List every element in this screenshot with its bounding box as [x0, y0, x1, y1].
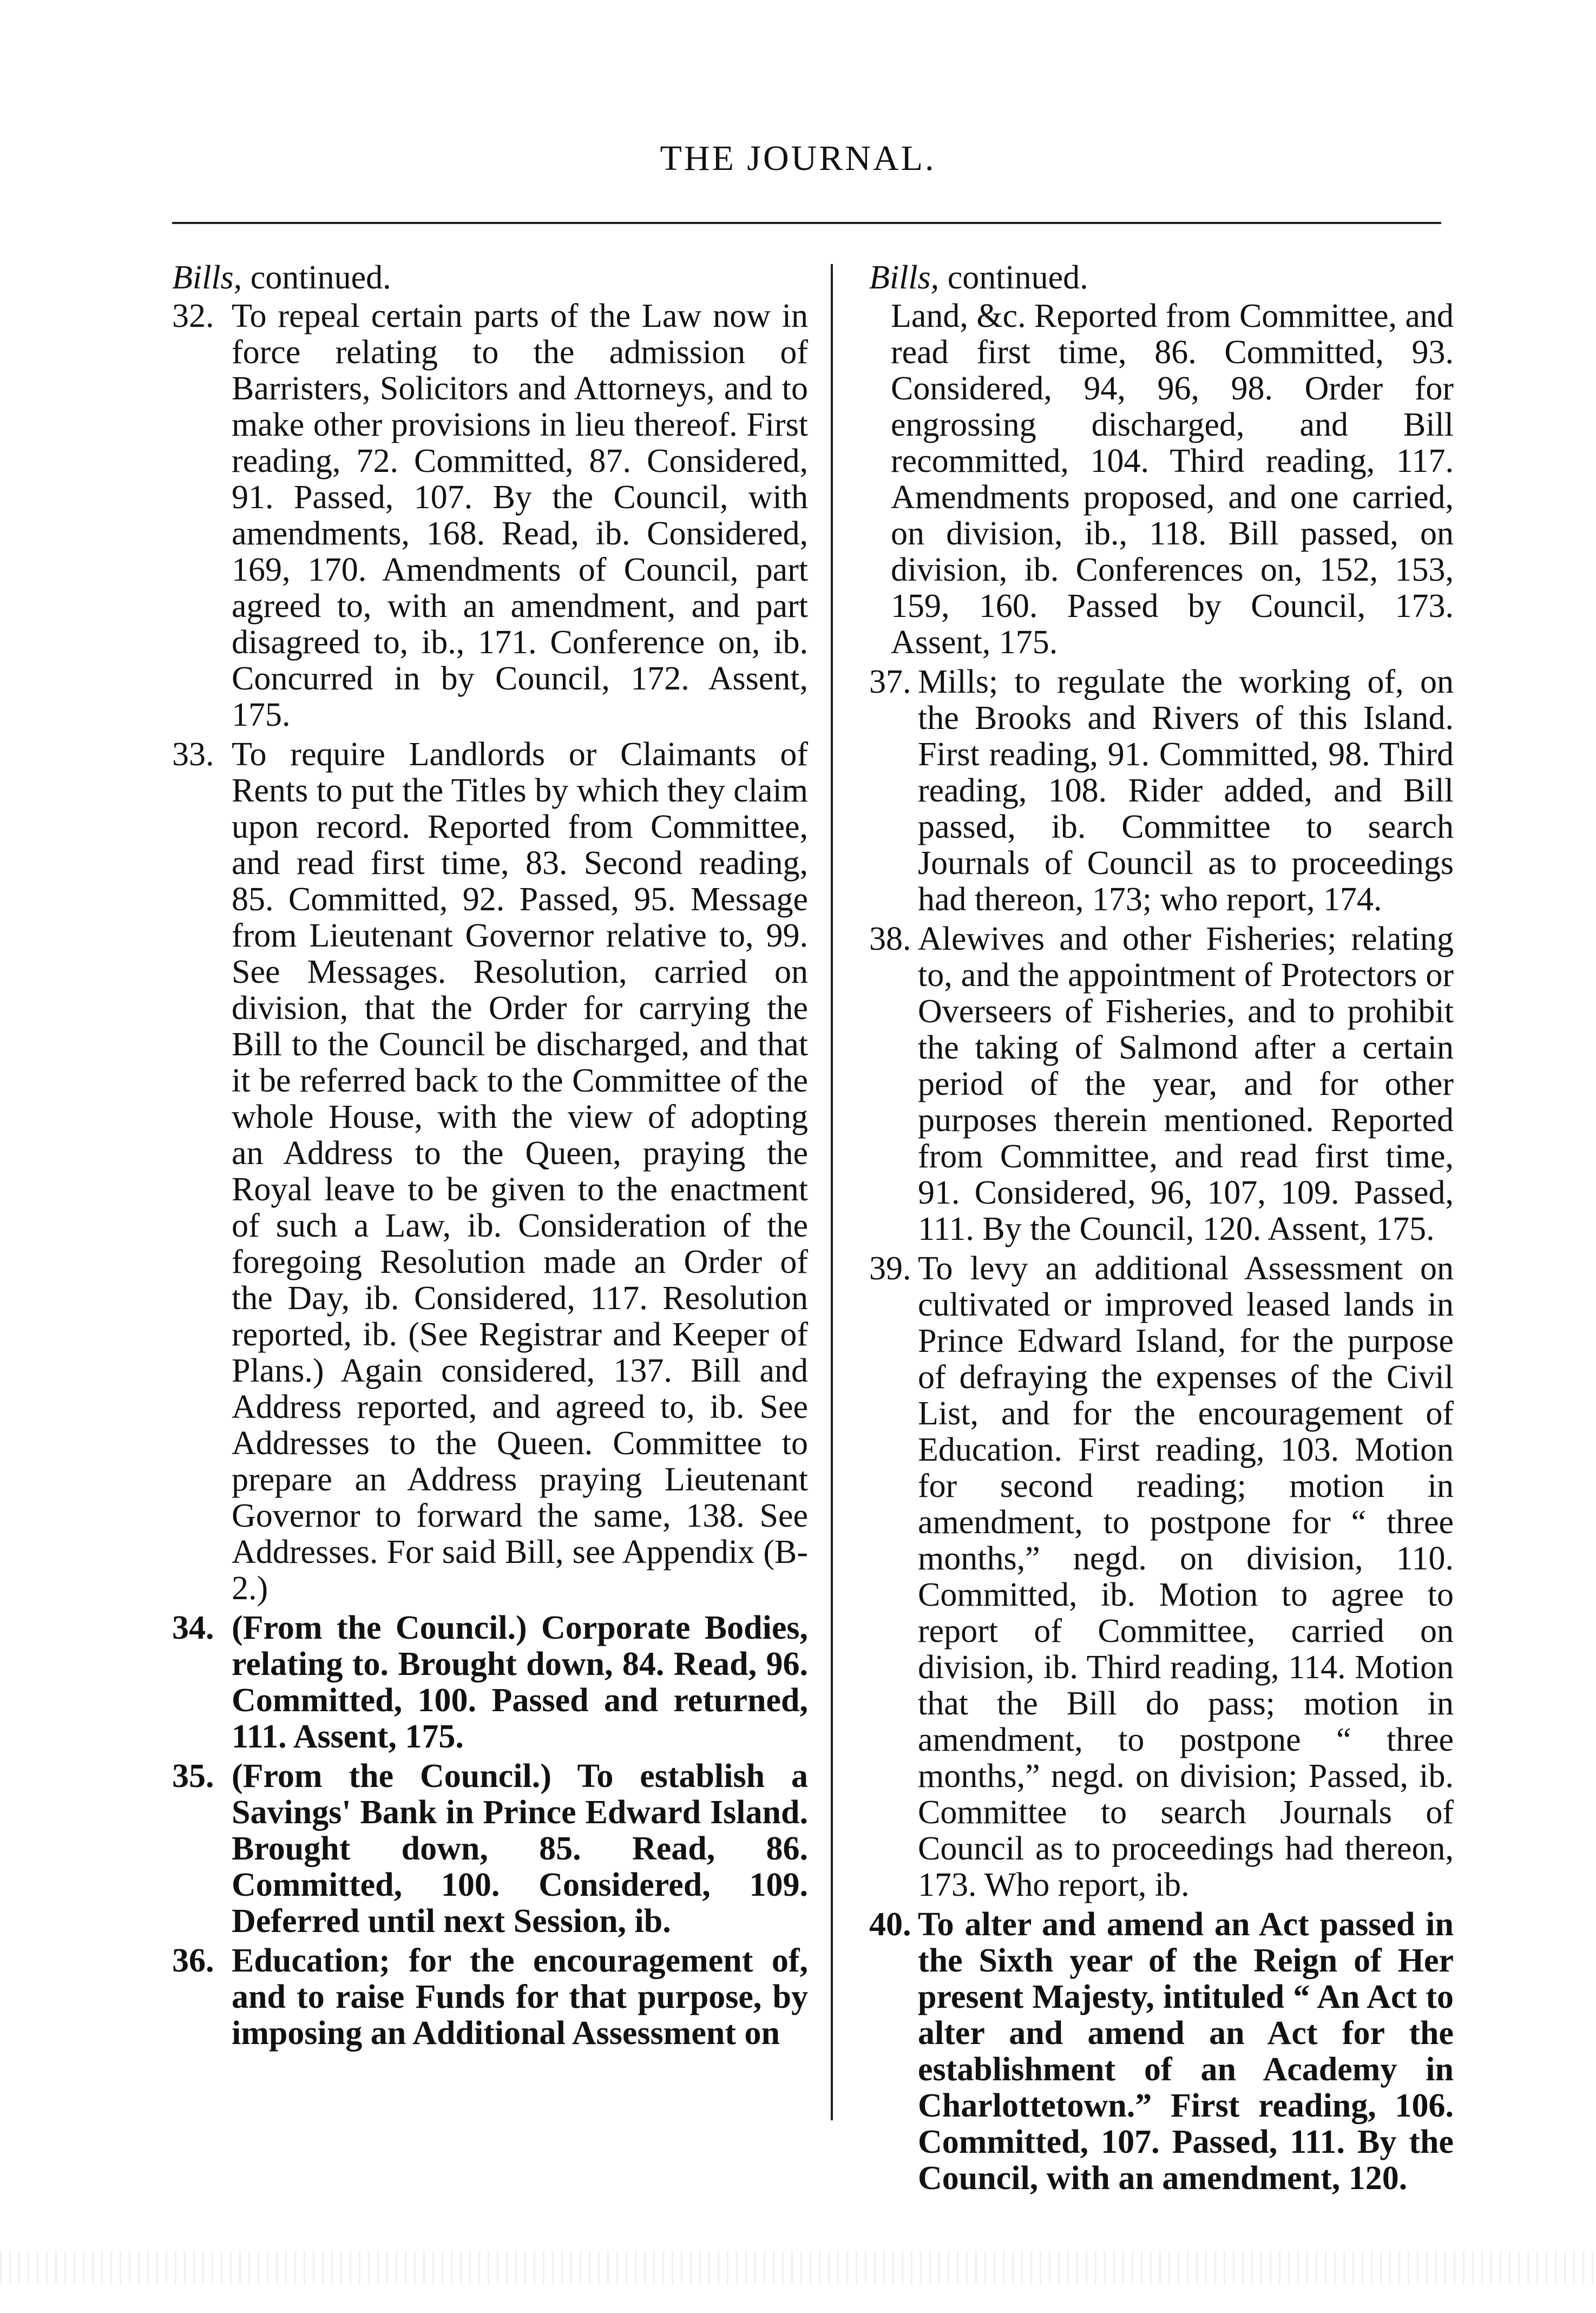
bill-entry-34 — [172, 1610, 808, 1755]
bill-entry-39 — [869, 1251, 1454, 1903]
entry-text: To require Landlords or Claimants of Rents to put the Titles by which they claim upon record. Reported from Committee, and read first time, 83. Second reading, 85. Committed, 92. Passed, 95. Message from Lieutenant Governor relative to, 99. See Messages. Resolution, carried on division, that the Order for carrying the Bill to the Council be discharged, and that it be referred back to the Committee of the whole House, with the view of adopting an Address to the Queen, praying the Royal leave to be given to the enactment of such a Law, ib. Consideration of the foregoing Resolution made an Order of the Day, ib. Considered, 117. Resolution reported, ib. (See Registrar and Keeper of Plans.) Again considered, 137. Bill and Address reported, and agreed to, ib. See Addresses to the Queen. Committee to prepare an Address praying Lieutenant Governor to forward the same, 138. See Addresses. For said Bill, see Appendix (B-2.) — [232, 736, 808, 1607]
entry-number: 37. — [869, 663, 911, 700]
bill-entry-33 — [172, 737, 808, 1607]
entry-text: To alter and amend an Act passed in the Sixth year of the Reign of Her present Majesty, intituled “ An Act to alter and amend an Act for the establishment of an Academy in Charlottetown.” First reading, 106. Committed, 107. Passed, 111. By the Council, with an amendment, 120. — [918, 1906, 1454, 2197]
entry-number: 36. — [172, 1942, 214, 1979]
left-column — [172, 260, 808, 2055]
entry-text: Education; for the encouragement of, and to raise Funds for that purpose, by imposing an Additional Assessment on — [232, 1942, 808, 2052]
entry-number: 40. — [869, 1906, 911, 1943]
entry-number: 35. — [172, 1758, 214, 1795]
entry-text: (From the Council.) Corporate Bodies, relating to. Brought down, 84. Read, 96. Committed, 100. Passed and returned, 111. Assent, 175. — [232, 1609, 808, 1755]
bill-entry-36-continued: Land, &c. Reported from Committee, and read first time, 86. Committed, 93. Considered, 94, 96, 98. Order for engrossing discharged, and Bill recommitted, 104. Third reading, 117. Amendments proposed, and one carried, on division, ib., 118. Bill passed, on division, ib. Conferences on, 152, 153, 159, 160. Passed by Council, 173. Assent, 175. — [891, 298, 1454, 661]
entry-text: Alewives and other Fisheries; relating to, and the appointment of Protectors or Overseers of Fisheries, and to prohibit the taking of Salmond after a certain period of the year, and for other purposes therein mentioned. Reported from Committee, and read first time, 91. Considered, 96, 107, 109. Passed, 111. By the Council, 120. Assent, 175. — [918, 921, 1454, 1247]
continued-heading: Bills, continued. — [869, 259, 1088, 296]
bill-entry-38 — [869, 921, 1454, 1247]
entry-text: To levy an additional Assessment on cultivated or improved leased lands in Prince Edward Island, for the purpose of defraying the expenses of the Civil List, and for the encouragement of Education. First reading, 103. Motion for second reading; motion in amendment, to postpone for “ three months,” negd. on division, 110. Committed, ib. Motion to agree to report of Committee, carried on division, ib. Third reading, 114. Motion that the Bill do pass; motion in amendment, to postpone “ three months,” negd. on division; Passed, ib. Committee to search Journals of Council as to proceedings had thereon, 173. Who report, ib. — [918, 1250, 1454, 1903]
entry-text: Mills; to regulate the working of, on the Brooks and Rivers of this Island. First reading, 91. Committed, 98. Third reading, 108. Rider added, and Bill passed, ib. Committee to search Journals of Council as to proceedings had thereon, 173; who report, 174. — [918, 663, 1454, 918]
entry-number: 39. — [869, 1250, 911, 1287]
bill-entry-36 — [172, 1943, 808, 2052]
bill-entry-32 — [172, 298, 808, 733]
entry-text: To repeal certain parts of the Law now in force relating to the admission of Barristers, Solicitors and Attorneys, and to make other provisions in lieu thereof. First reading, 72. Committed, 87. Considered, 91. Passed, 107. By the Council, with amendments, 168. Read, ib. Considered, 169, 170. Amendments of Council, part agreed to, with an amendment, and part disagreed to, ib., 171. Conference on, ib. Concurred in by Council, 172. Assent, 175. — [232, 298, 808, 733]
scan-noise-strip — [0, 2251, 1596, 2284]
bill-entry-40 — [869, 1907, 1454, 2197]
entry-number: 34. — [172, 1609, 214, 1646]
entry-number: 33. — [172, 736, 214, 773]
column-divider — [831, 264, 833, 2120]
right-column — [869, 260, 1454, 2200]
entry-text: (From the Council.) To establish a Savings' Bank in Prince Edward Island. Brought down, 85. Read, 86. Committed, 100. Considered, 109. Deferred until next Session, ib. — [232, 1758, 808, 1940]
entry-number: 38. — [869, 921, 911, 957]
page-title: THE JOURNAL. — [660, 139, 936, 178]
header-rule — [172, 222, 1441, 224]
entry-number: 32. — [172, 298, 214, 334]
bill-entry-35 — [172, 1758, 808, 1940]
bill-entry-37 — [869, 664, 1454, 918]
continued-heading: Bills, continued. — [172, 259, 391, 296]
